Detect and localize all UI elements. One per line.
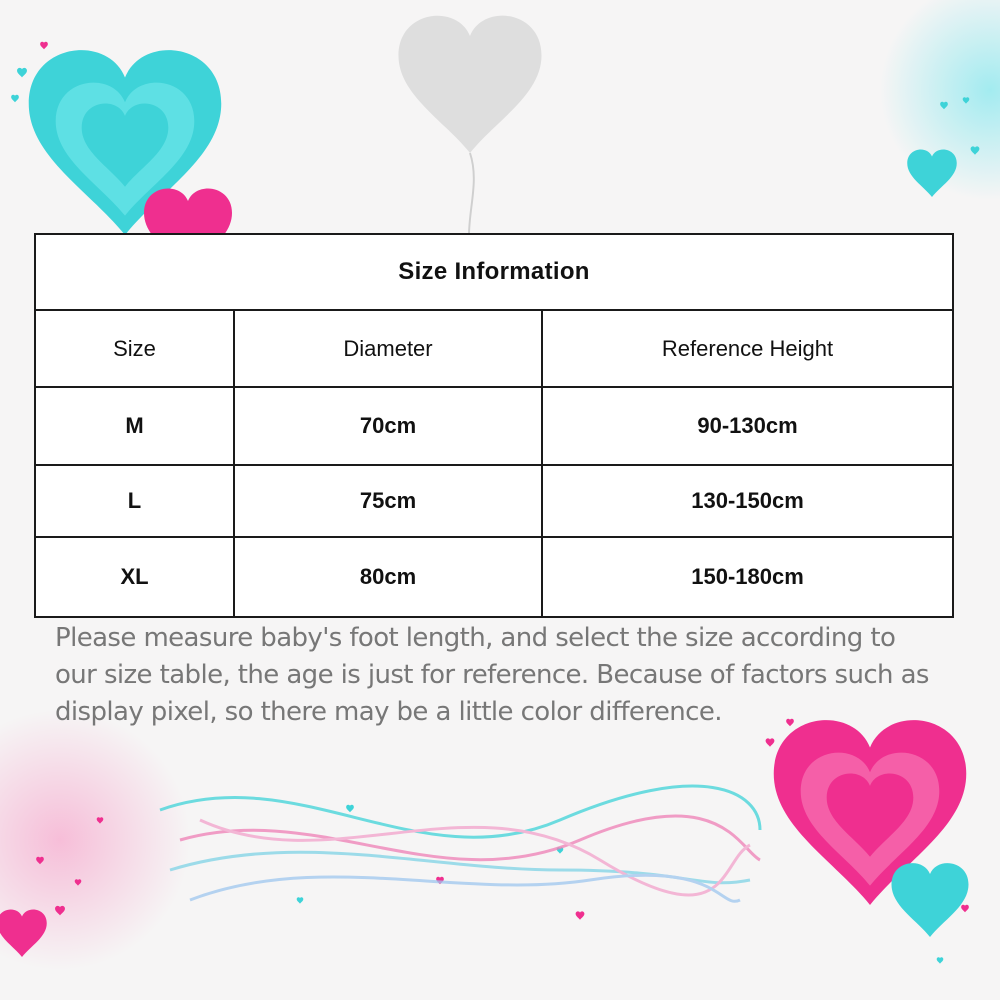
size-information-table bbox=[34, 233, 954, 618]
size-cell: L bbox=[35, 465, 234, 537]
diameter-cell: 75cm bbox=[234, 465, 542, 537]
table-header-row bbox=[35, 310, 953, 387]
column-header-reference-height: Reference Height bbox=[542, 310, 953, 387]
diameter-cell: 80cm bbox=[234, 537, 542, 617]
size-cell: M bbox=[35, 387, 234, 465]
height-cell: 150-180cm bbox=[542, 537, 953, 617]
balloon-icon bbox=[399, 16, 542, 270]
measurement-note: Please measure baby's foot length, and select the size according to our size table, the age is just for reference. Because of factors such as display pixel, so there may be a little color difference. bbox=[55, 623, 929, 727]
height-cell: 90-130cm bbox=[542, 387, 953, 465]
size-cell: XL bbox=[35, 537, 234, 617]
height-cell: 130-150cm bbox=[542, 465, 953, 537]
table-title: Size Information bbox=[35, 234, 953, 310]
table-row bbox=[35, 465, 953, 537]
column-header-size: Size bbox=[35, 310, 234, 387]
table-row bbox=[35, 387, 953, 465]
heart-icon bbox=[892, 863, 969, 937]
ribbon-icon bbox=[160, 786, 760, 901]
table-row bbox=[35, 537, 953, 617]
column-header-diameter: Diameter bbox=[234, 310, 542, 387]
diameter-cell: 70cm bbox=[234, 387, 542, 465]
